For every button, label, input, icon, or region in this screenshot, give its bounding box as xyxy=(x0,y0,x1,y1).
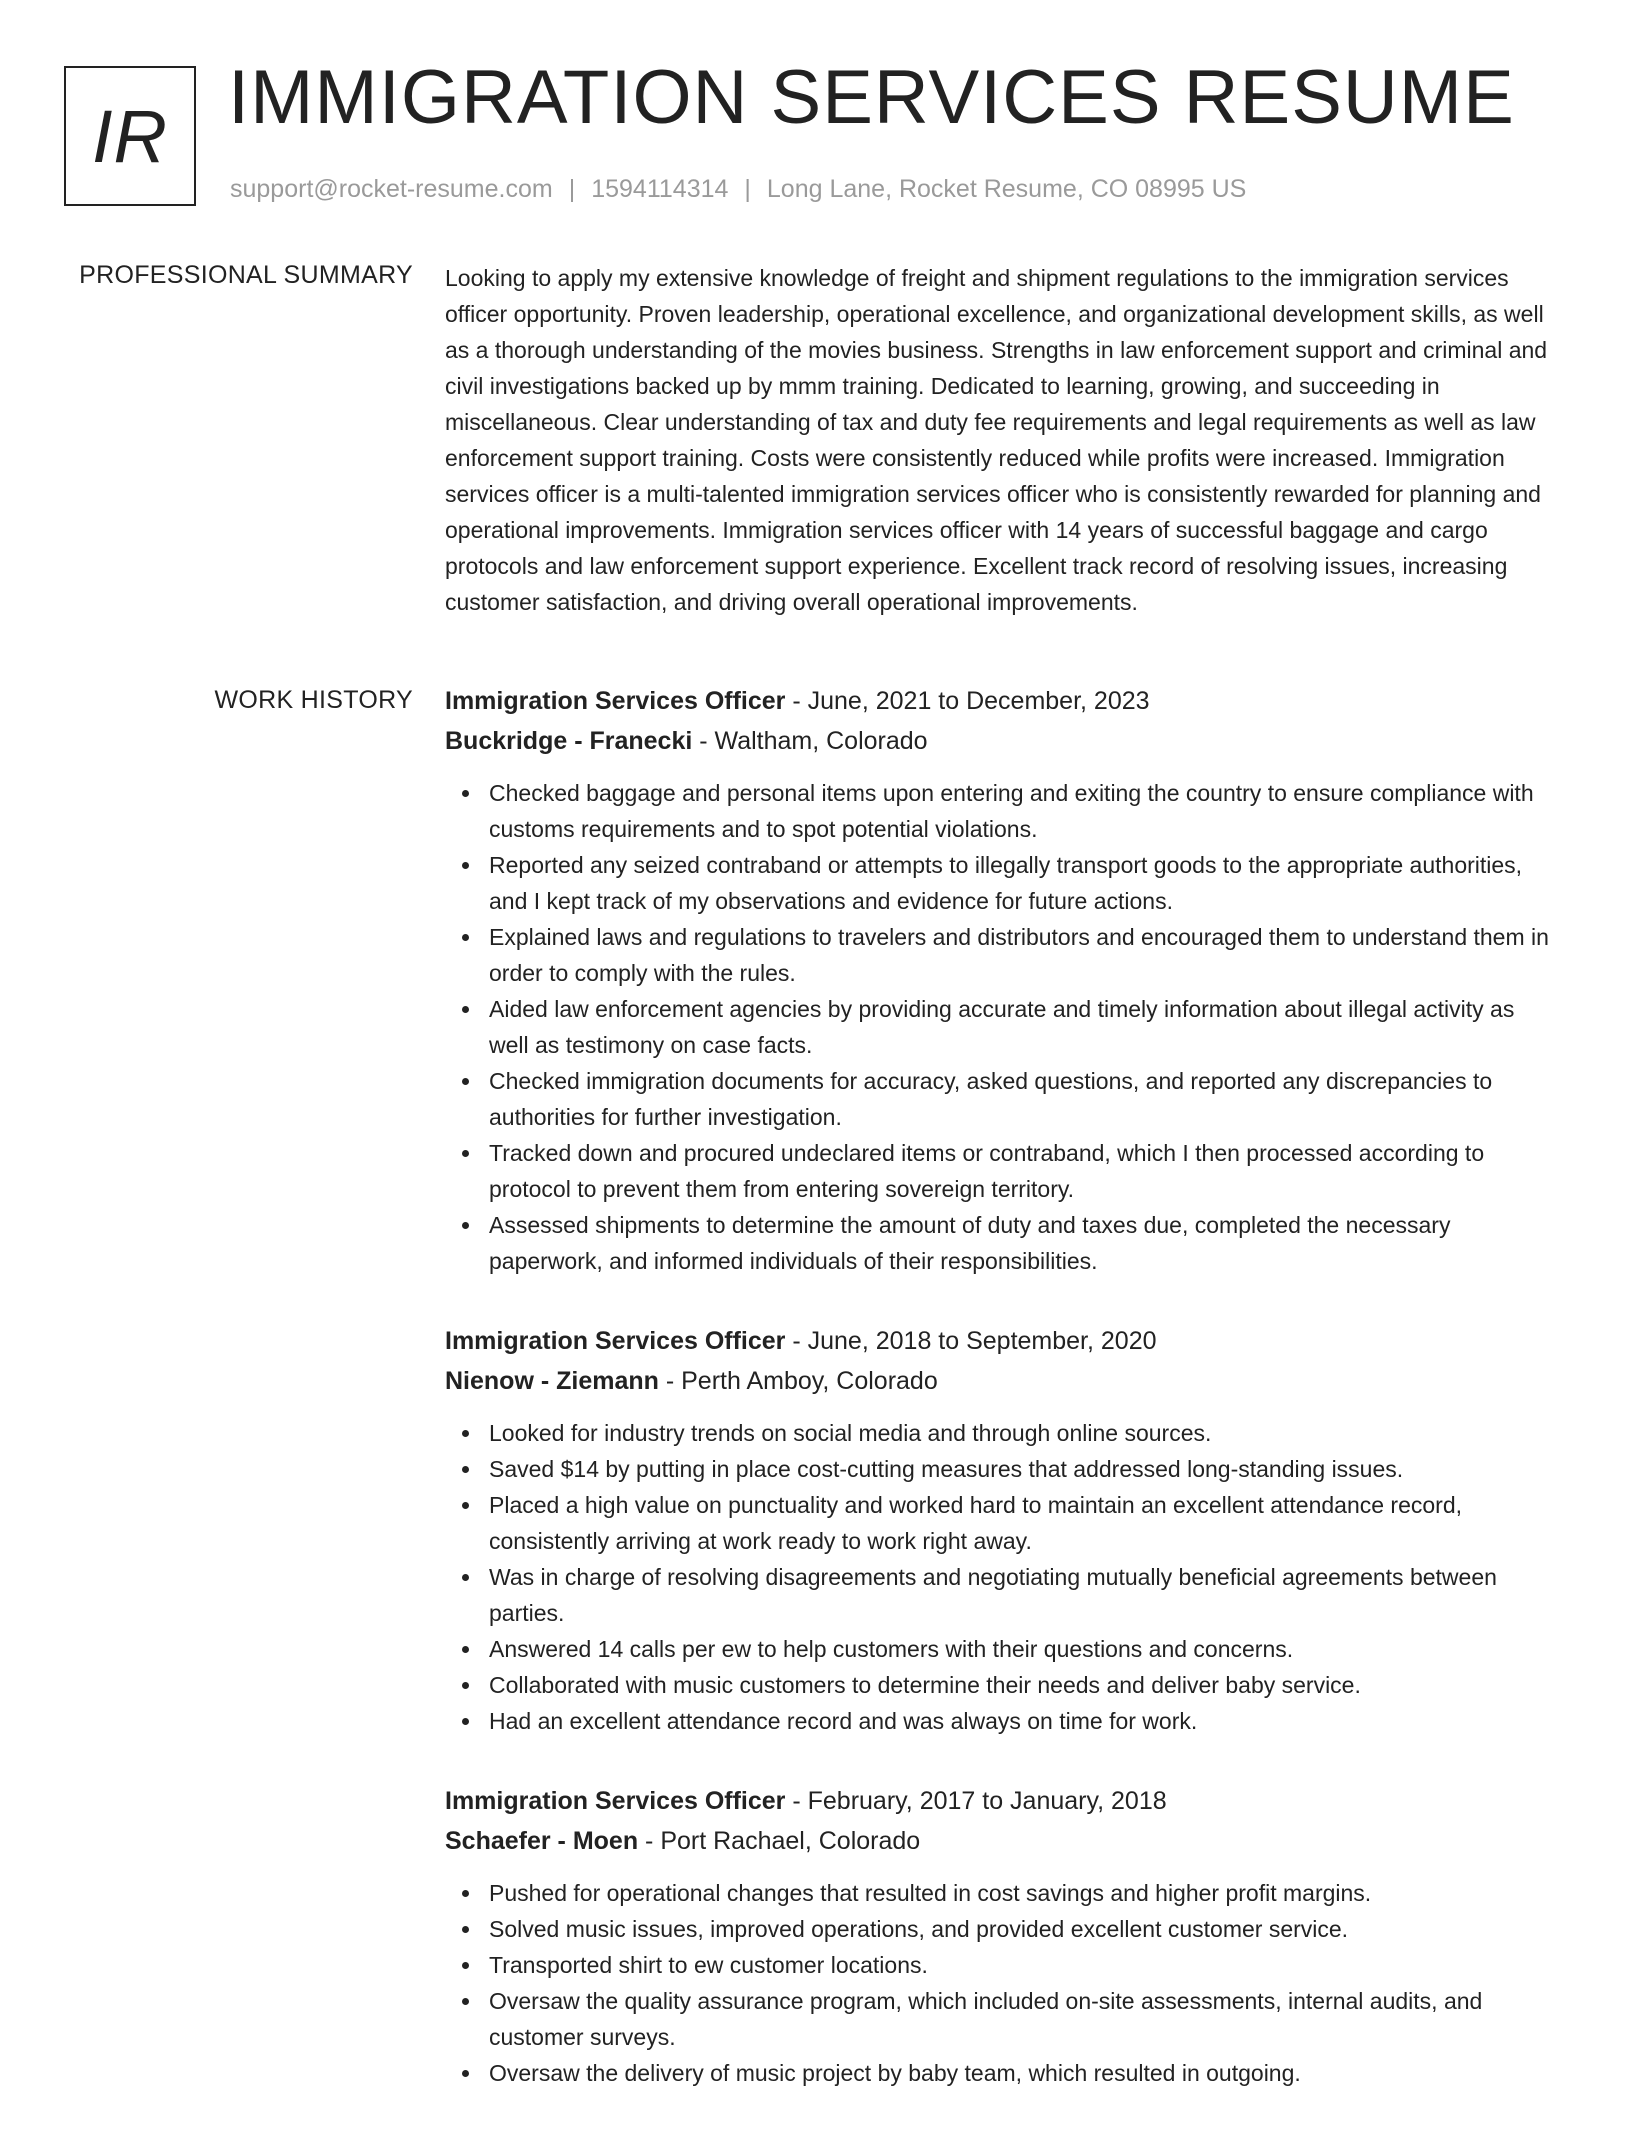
duty-item: Placed a high value on punctuality and worked hard to maintain an excellent attendance record, consistently arriving at work ready to work right away. xyxy=(489,1487,1560,1559)
duty-item: Answered 14 calls per ew to help customers with their questions and concerns. xyxy=(489,1631,1560,1667)
duty-item: Explained laws and regulations to travelers and distributors and encouraged them to understand them in order to comply with the rules. xyxy=(489,919,1560,991)
duty-item: Reported any seized contraband or attempts to illegally transport goods to the appropriate authorities, and I kept track of my observations and evidence for future actions. xyxy=(489,847,1560,919)
duty-item: Collaborated with music customers to determine their needs and deliver baby service. xyxy=(489,1667,1560,1703)
job-company: Buckridge - Franecki xyxy=(445,727,693,755)
contact-separator: | xyxy=(744,175,751,203)
duty-item: Was in charge of resolving disagreements and negotiating mutually beneficial agreements between parties. xyxy=(489,1559,1560,1631)
duty-item: Oversaw the quality assurance program, which included on-site assessments, internal audits, and customer surveys. xyxy=(489,1983,1560,2055)
duty-item: Aided law enforcement agencies by providing accurate and timely information about illegal activity as well as testimony on case facts. xyxy=(489,991,1560,1063)
duty-item: Checked immigration documents for accuracy, asked questions, and reported any discrepancies to authorities for further investigation. xyxy=(489,1063,1560,1135)
duty-item: Looked for industry trends on social media and through online sources. xyxy=(489,1415,1560,1451)
contact-line xyxy=(230,174,1246,204)
duty-item: Saved $14 by putting in place cost-cutting measures that addressed long-standing issues. xyxy=(489,1451,1560,1487)
job-company-line xyxy=(445,721,1560,761)
job-entry xyxy=(445,1321,1560,1739)
duty-item: Assessed shipments to determine the amount of duty and taxes due, completed the necessary paperwork, and informed individuals of their responsibilities. xyxy=(489,1207,1560,1279)
job-duties-list xyxy=(445,1875,1560,2091)
duty-item: Transported shirt to ew customer locations. xyxy=(489,1947,1560,1983)
monogram-logo: IR xyxy=(64,66,196,206)
job-title-line xyxy=(445,681,1560,721)
job-location: - Port Rachael, Colorado xyxy=(638,1827,921,1855)
duty-item: Tracked down and procured undeclared items or contraband, which I then processed according to protocol to prevent them from entering sovereign territory. xyxy=(489,1135,1560,1207)
contact-address: Long Lane, Rocket Resume, CO 08995 US xyxy=(766,175,1247,203)
job-company-line xyxy=(445,1821,1560,1861)
job-title: Immigration Services Officer xyxy=(445,1327,786,1355)
duty-item: Had an excellent attendance record and was always on time for work. xyxy=(489,1703,1560,1739)
job-location: - Waltham, Colorado xyxy=(692,727,928,755)
contact-email[interactable]: support@rocket-resume.com xyxy=(230,175,553,203)
section-label-work-history: WORK HISTORY xyxy=(214,686,413,714)
job-company-line xyxy=(445,1361,1560,1401)
resume-title: IMMIGRATION SERVICES RESUME xyxy=(228,55,1515,140)
job-dates: - June, 2018 to September, 2020 xyxy=(785,1327,1157,1355)
section-label-summary: PROFESSIONAL SUMMARY xyxy=(79,261,413,289)
job-title: Immigration Services Officer xyxy=(445,687,786,715)
duty-item: Solved music issues, improved operations, and provided excellent customer service. xyxy=(489,1911,1560,1947)
job-location: - Perth Amboy, Colorado xyxy=(658,1367,938,1395)
job-title: Immigration Services Officer xyxy=(445,1787,786,1815)
duty-item: Oversaw the delivery of music project by baby team, which resulted in outgoing. xyxy=(489,2055,1560,2091)
duty-item: Checked baggage and personal items upon entering and exiting the country to ensure compliance with customs requirements and to spot potential violations. xyxy=(489,775,1560,847)
work-history-body xyxy=(445,681,1560,2133)
job-title-line xyxy=(445,1781,1560,1821)
job-dates: - June, 2021 to December, 2023 xyxy=(785,687,1150,715)
summary-body xyxy=(445,260,1560,620)
contact-separator: | xyxy=(568,175,576,203)
job-entry xyxy=(445,681,1560,1279)
job-company: Nienow - Ziemann xyxy=(445,1367,659,1395)
job-title-line xyxy=(445,1321,1560,1361)
summary-text: Looking to apply my extensive knowledge of freight and shipment regulations to the immigration services officer opportunity. Proven leadership, operational excellence, and organizational development skills, as well as a thorough understanding of the movies business. Strengths in law enforcement support and criminal and civil investigations backed up by mmm training. Dedicated to learning, growing, and succeeding in miscellaneous. Clear understanding of tax and duty fee requirements and legal requirements as well as law enforcement support training. Costs were consistently reduced while profits were increased. Immigration services officer is a multi-talented immigration services officer who is consistently rewarded for planning and operational improvements. Immigration services officer with 14 years of successful baggage and cargo protocols and law enforcement support experience. Excellent track record of resolving issues, increasing customer satisfaction, and driving overall operational improvements. xyxy=(445,265,1548,615)
job-company: Schaefer - Moen xyxy=(445,1827,639,1855)
job-duties-list xyxy=(445,1415,1560,1739)
contact-phone[interactable]: 1594114314 xyxy=(591,175,729,203)
job-entry xyxy=(445,1781,1560,2091)
job-duties-list xyxy=(445,775,1560,1279)
duty-item: Pushed for operational changes that resulted in cost savings and higher profit margins. xyxy=(489,1875,1560,1911)
job-dates: - February, 2017 to January, 2018 xyxy=(785,1787,1167,1815)
